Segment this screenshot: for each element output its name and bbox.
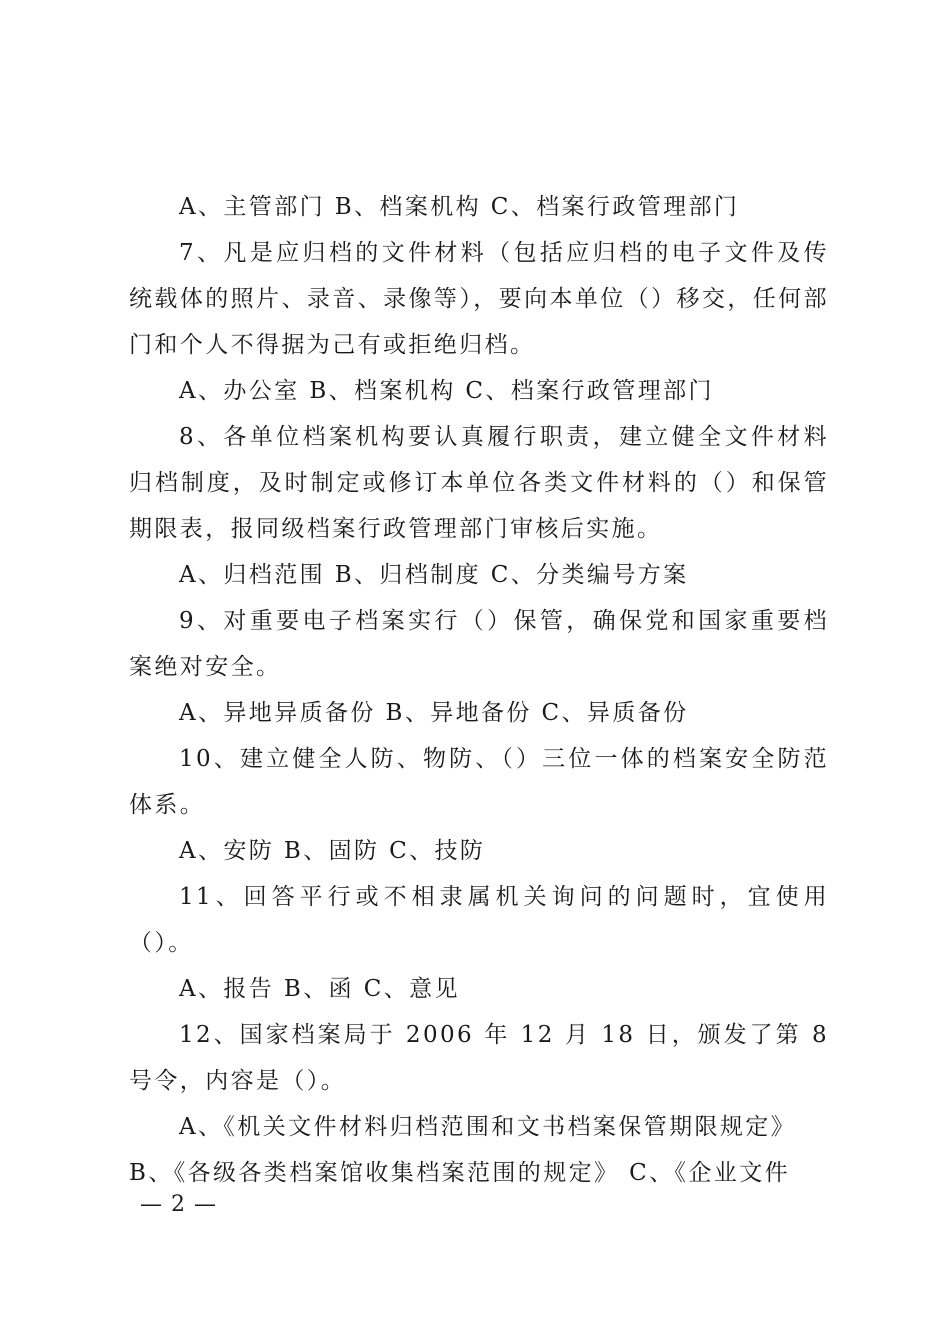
question-7: 7、凡是应归档的文件材料（包括应归档的电子文件及传统载体的照片、录音、录像等），要向本单位（）移交，任何部门和个人不得据为己有或拒绝归档。	[129, 240, 829, 358]
page-number: — 2 —	[140, 1192, 217, 1217]
question-8: 8、各单位档案机构要认真履行职责，建立健全文件材料归档制度，及时制定或修订本单位各类文件材料的（）和保管期限表，报同级档案行政管理部门审核后实施。	[129, 424, 829, 542]
question-11: 11、回答平行或不相隶属机关询问的问题时，宜使用（）。	[129, 884, 829, 956]
option-line-q11: A、报告 B、函 C、意见	[179, 976, 460, 1002]
question-12: 12、国家档案局于 2006 年 12 月 18 日，颁发了第 8 号令，内容是（）。	[129, 1022, 829, 1094]
document-body	[129, 184, 829, 1196]
option-line-q7: A、办公室 B、档案机构 C、档案行政管理部门	[179, 378, 714, 404]
option-b-c-q12: B、《各级各类档案馆收集档案范围的规定》 C、《企业文件	[129, 1160, 791, 1186]
option-line-q6: A、主管部门 B、档案机构 C、档案行政管理部门	[179, 194, 740, 220]
option-line-q10: A、安防 B、固防 C、技防	[179, 838, 486, 864]
option-a-q12: A、《机关文件材料归档范围和文书档案保管期限规定》	[179, 1114, 797, 1140]
option-line-q9: A、异地异质备份 B、异地备份 C、异质备份	[179, 700, 689, 726]
question-9: 9、对重要电子档案实行（）保管，确保党和国家重要档案绝对安全。	[129, 608, 829, 680]
question-10: 10、建立健全人防、物防、（）三位一体的档案安全防范体系。	[129, 746, 829, 818]
option-line-q8: A、归档范围 B、归档制度 C、分类编号方案	[179, 562, 689, 588]
